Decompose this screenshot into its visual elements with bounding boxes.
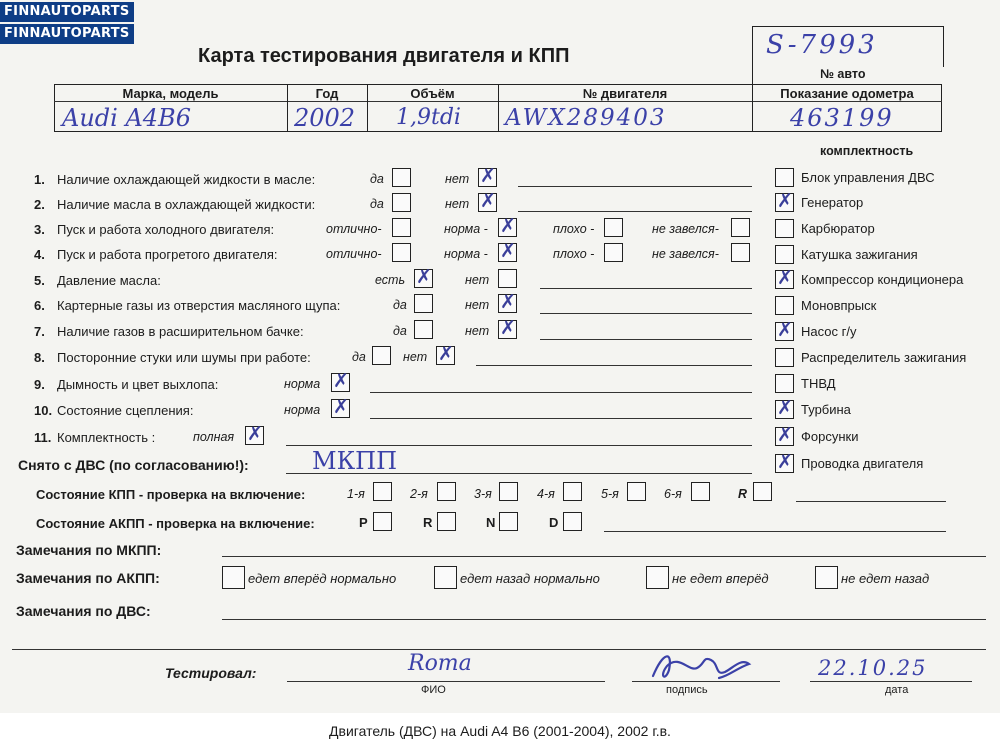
auto-number-label: № авто (820, 67, 866, 81)
option-checkbox-yes[interactable] (392, 193, 411, 212)
kit-item-label: ТНВД (801, 376, 836, 391)
check-mark-icon: ✗ (480, 165, 496, 187)
option-label: да (352, 350, 366, 364)
kit-item-label: Катушка зажигания (801, 247, 918, 262)
akpp-state-label: Состояние АКПП - проверка на включение: (36, 516, 315, 531)
gear-checkbox-6[interactable] (691, 482, 710, 501)
gear-label: 3-я (474, 487, 492, 501)
header-odometer: Показание одометра (780, 86, 914, 101)
gear-label: 1-я (347, 487, 365, 501)
check-mark-icon: ✗ (333, 396, 349, 418)
remarks-akpp-option: едет вперёд нормально (248, 571, 397, 586)
option-checkbox-complete[interactable] (245, 423, 264, 445)
check-mark-icon: ✗ (777, 451, 793, 473)
image-caption: Двигатель (ДВС) на Audi A4 B6 (2001-2004), 2002 г.в. (0, 713, 1000, 750)
watermark-logo: FINNAUTOPARTS (0, 2, 134, 22)
option-label: норма - (444, 247, 488, 261)
check-mark-icon: ✗ (247, 423, 263, 445)
option-checkbox-yes[interactable] (392, 168, 411, 187)
signature-image (645, 646, 760, 686)
auto-number-value: S-7993 (766, 30, 878, 60)
question-label: Состояние сцепления: (57, 403, 194, 418)
remarks-akpp-option: не едет вперёд (672, 571, 769, 586)
option-label: отлично- (326, 247, 382, 261)
remarks-akpp-option: не едет назад (841, 571, 930, 586)
gear-checkbox-reverse[interactable] (437, 512, 456, 531)
remarks-mkpp-label: Замечания по МКПП: (16, 542, 162, 558)
gear-label: D (549, 515, 559, 530)
option-label: норма (284, 377, 321, 391)
option-label: нет (403, 350, 428, 364)
kit-checkbox[interactable] (775, 296, 794, 315)
option-label: да (393, 324, 407, 338)
value-make-model: Audi A4B6 (62, 104, 191, 132)
check-mark-icon: ✗ (500, 317, 516, 339)
gear-checkbox-reverse[interactable] (753, 482, 772, 501)
kit-checkbox[interactable] (775, 374, 794, 393)
option-checkbox-bad[interactable] (604, 218, 623, 237)
question-label: Комплектность : (57, 430, 156, 445)
option-label: да (370, 197, 384, 211)
option-checkbox-no[interactable] (436, 343, 455, 365)
gear-label: 2-я (410, 487, 428, 501)
gear-checkbox-5[interactable] (627, 482, 646, 501)
option-label: плохо - (553, 247, 595, 261)
kit-item-label: Моновпрыск (801, 298, 877, 313)
option-label: полная (193, 430, 235, 444)
option-label: да (393, 298, 407, 312)
date-caption: дата (885, 684, 909, 696)
check-mark-icon: ✗ (777, 397, 793, 419)
gear-label: 6-я (664, 487, 682, 501)
removed-label: Снято с ДВС (по согласованию!): (18, 457, 249, 473)
option-checkbox-yes[interactable] (372, 346, 391, 365)
question-label: Дымность и цвет выхлопа: (57, 377, 219, 392)
option-checkbox-no-start[interactable] (731, 218, 750, 237)
kit-item-label: Карбюратор (801, 221, 875, 236)
question-label: Наличие масла в охлаждающей жидкости: (57, 197, 316, 212)
page-title: Карта тестирования двигателя и КПП (198, 45, 570, 67)
option-checkbox-normal[interactable] (331, 396, 350, 418)
question-label: Картерные газы из отверстия масляного щупа: (57, 298, 341, 313)
check-mark-icon: ✗ (500, 240, 516, 262)
option-checkbox-no[interactable] (478, 190, 497, 212)
option-checkbox-normal[interactable] (498, 240, 517, 262)
kit-checkbox[interactable] (775, 319, 794, 341)
option-label: нет (465, 298, 490, 312)
value-year: 2002 (294, 104, 356, 132)
gear-checkbox-neutral[interactable] (499, 512, 518, 531)
option-checkbox-yes[interactable] (414, 294, 433, 313)
option-label: нет (465, 273, 490, 287)
question-number: 5. (34, 273, 45, 288)
kit-item-label: Распределитель зажигания (801, 350, 967, 365)
gear-checkbox-park[interactable] (373, 512, 392, 531)
gear-checkbox-1[interactable] (373, 482, 392, 501)
option-label: не завелся- (652, 222, 719, 236)
question-number: 9. (34, 377, 45, 392)
kit-item-label: Проводка двигателя (801, 456, 924, 471)
kit-checkbox[interactable] (775, 219, 794, 238)
header-make-model: Марка, модель (122, 86, 219, 101)
removed-value: МКПП (312, 447, 398, 475)
option-label: плохо - (553, 222, 595, 236)
kit-item-label: Компрессор кондиционера (801, 272, 964, 287)
gear-checkbox-drive[interactable] (563, 512, 582, 531)
check-mark-icon: ✗ (500, 291, 516, 313)
option-label: не завелся- (652, 247, 719, 261)
option-checkbox-excellent[interactable] (392, 218, 411, 237)
kit-checkbox[interactable] (775, 348, 794, 367)
option-checkbox-normal[interactable] (498, 215, 517, 237)
kit-title: комплектность (820, 144, 914, 158)
option-label: норма (284, 403, 321, 417)
check-mark-icon: ✗ (480, 190, 496, 212)
question-number: 6. (34, 298, 45, 313)
kit-item-label: Турбина (801, 402, 851, 417)
kit-item-label: Насос г/у (801, 324, 857, 339)
check-mark-icon: ✗ (777, 424, 793, 446)
header-year: Год (315, 86, 339, 101)
option-checkbox-no-start[interactable] (731, 243, 750, 262)
remarks-akpp-checkbox[interactable] (815, 566, 838, 589)
question-number: 3. (34, 222, 45, 237)
kit-checkbox[interactable] (775, 451, 794, 473)
option-checkbox-bad[interactable] (604, 243, 623, 262)
remarks-akpp-checkbox[interactable] (222, 566, 245, 589)
question-number: 4. (34, 247, 45, 262)
gear-label: N (486, 515, 496, 530)
option-checkbox-normal[interactable] (331, 370, 350, 392)
option-checkbox-excellent[interactable] (392, 243, 411, 262)
header-volume: Объём (410, 86, 455, 101)
question-label: Давление масла: (57, 273, 161, 288)
question-label: Пуск и работа прогретого двигателя: (57, 247, 278, 262)
kit-item-label: Генератор (801, 195, 864, 210)
option-checkbox-no[interactable] (498, 291, 517, 313)
question-label: Наличие газов в расширительном бачке: (57, 324, 304, 339)
gear-label: 4-я (537, 487, 555, 501)
date-value: 22.10.25 (818, 656, 928, 680)
value-volume: 1,9tdi (396, 105, 461, 130)
tested-by-label: Тестировал: (165, 665, 257, 681)
check-mark-icon: ✗ (438, 343, 454, 365)
option-label: есть (375, 273, 406, 287)
mkpp-state-label: Состояние КПП - проверка на включение: (36, 487, 306, 502)
kit-item-label: Форсунки (801, 429, 859, 444)
kit-checkbox[interactable] (775, 267, 794, 289)
name-caption: ФИО (421, 684, 446, 696)
question-number: 2. (34, 197, 45, 212)
remarks-akpp-checkbox[interactable] (434, 566, 457, 589)
option-checkbox-present[interactable] (414, 266, 433, 288)
question-number: 1. (34, 172, 45, 187)
remarks-dvs-label: Замечания по ДВС: (16, 603, 151, 619)
check-mark-icon: ✗ (500, 215, 516, 237)
gear-label: P (359, 515, 368, 530)
option-label: да (370, 172, 384, 186)
question-number: 8. (34, 350, 45, 365)
kit-checkbox[interactable] (775, 168, 794, 187)
value-odometer: 463199 (790, 104, 894, 132)
option-checkbox-yes[interactable] (414, 320, 433, 339)
gear-label: R (738, 487, 748, 501)
tester-name: Roma (408, 651, 472, 676)
check-mark-icon: ✗ (333, 370, 349, 392)
option-checkbox-absent[interactable] (498, 269, 517, 288)
value-engine-number: AWX289403 (505, 105, 667, 131)
kit-checkbox[interactable] (775, 424, 794, 446)
option-label: норма - (444, 222, 488, 236)
header-engine-number: № двигателя (582, 86, 668, 101)
kit-checkbox[interactable] (775, 190, 794, 212)
signature-caption: подпись (666, 684, 708, 696)
kit-checkbox[interactable] (775, 245, 794, 264)
watermark-logo: FINNAUTOPARTS (0, 24, 134, 44)
option-label: нет (445, 172, 470, 186)
gear-label: 5-я (601, 487, 619, 501)
question-label: Посторонние стуки или шумы при работе: (57, 350, 311, 365)
check-mark-icon: ✗ (777, 190, 793, 212)
question-label: Пуск и работа холодного двигателя: (57, 222, 275, 237)
question-number: 7. (34, 324, 45, 339)
gear-checkbox-2[interactable] (437, 482, 456, 501)
option-label: отлично- (326, 222, 382, 236)
gear-checkbox-4[interactable] (563, 482, 582, 501)
option-label: нет (445, 197, 470, 211)
check-mark-icon: ✗ (416, 266, 432, 288)
question-number: 11. (34, 430, 52, 445)
check-mark-icon: ✗ (777, 267, 793, 289)
gear-label: R (423, 515, 433, 530)
question-label: Наличие охлаждающей жидкости в масле: (57, 172, 316, 187)
option-label: нет (465, 324, 490, 338)
remarks-akpp-label: Замечания по АКПП: (16, 570, 160, 586)
kit-item-label: Блок управления ДВС (801, 170, 935, 185)
check-mark-icon: ✗ (777, 319, 793, 341)
option-checkbox-no[interactable] (498, 317, 517, 339)
kit-checkbox[interactable] (775, 397, 794, 419)
option-checkbox-no[interactable] (478, 165, 497, 187)
gear-checkbox-3[interactable] (499, 482, 518, 501)
remarks-akpp-option: едет назад нормально (460, 571, 600, 586)
question-number: 10. (34, 403, 53, 418)
remarks-akpp-checkbox[interactable] (646, 566, 669, 589)
